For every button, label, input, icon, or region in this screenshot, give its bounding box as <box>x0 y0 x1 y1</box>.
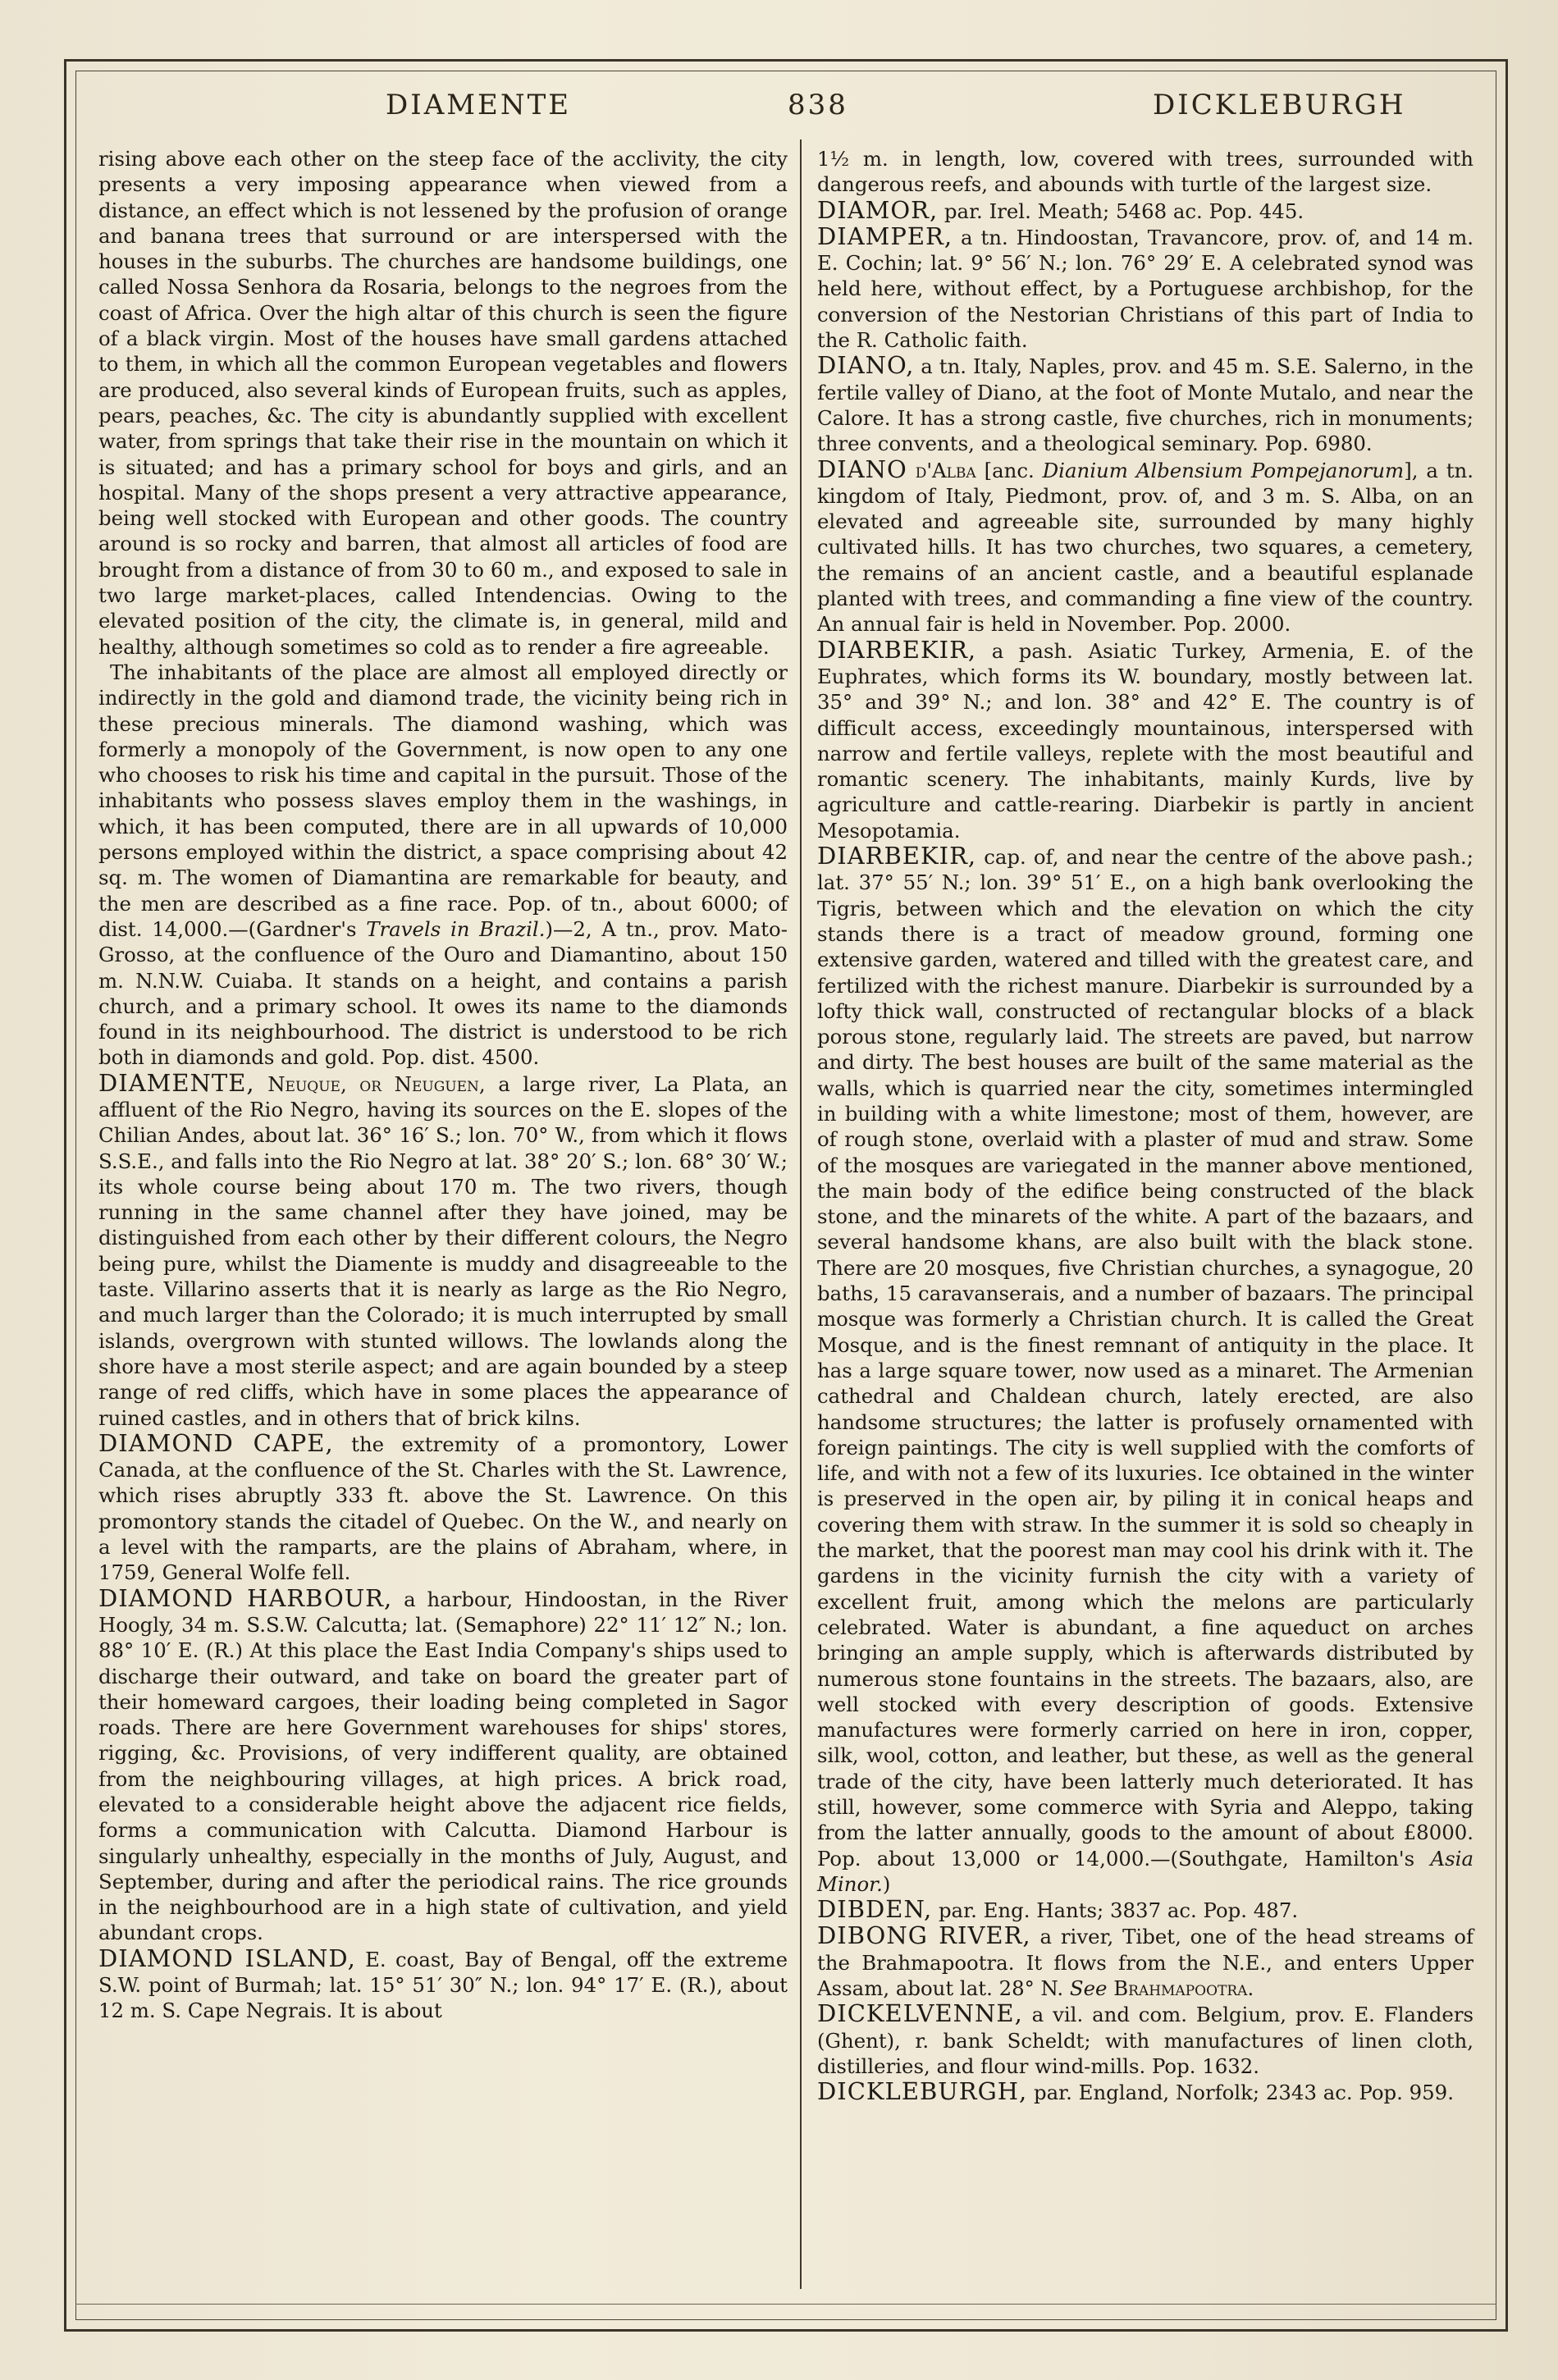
headword: DICKELVENNE, <box>817 1999 1023 2028</box>
ancient-name-close: ], <box>1404 458 1419 482</box>
entry-diamper <box>817 224 1473 353</box>
headword: DIAMOR, <box>817 195 939 224</box>
headword: DIAMOND CAPE, <box>98 1428 334 1457</box>
text-segment: The inhabitants of the place are almost all employed directly or indirectly in the gold and diamond trade, the vicinity being rich in these precious minerals. The diamond washing, which was formerly a monopoly of the Government, is now open to any one who chooses to risk his time and capital in the pursuit. Those of the inhabitants who possess slaves employ them in the washings, in which, it has been computed, there are in all upwards of 10,000 persons employed within the district, a space comprising about 42 sq. m. The women of Diamantina are remarkable for beauty, and the men are described as a fine race. Pop. of tn., about 6000; of dist. 14,000.—(Gardner's <box>98 660 788 941</box>
entry-text: a vil. and com. Belgium, prov. E. Flanders (Ghent), r. bank Scheldt; with manufactures of linen cloth, distilleries, and flour wind-mills. Pop. 1632. <box>817 2003 1473 2078</box>
book-title: Travels in Brazil. <box>366 916 546 941</box>
entry-diamor <box>817 195 1473 224</box>
paragraph-diamantina-city: rising above each other on the steep face of the acclivity, the city presents a very imposing appearance when viewed from a distance, an effect which is not lessened by the profusion of orange and banana trees that surround or are interspersed with the houses in the suburbs. The churches are handsome buildings, one called Nossa Senhora da Rosaria, belongs to the negroes from the coast of Africa. Over the high altar of this church is seen the figure of a black virgin. Most of the houses have small gardens attached to them, in which all the common European vegetables and flowers are produced, also several kinds of European fruits, such as apples, pears, peaches, &c. The city is abundantly supplied with excellent water, from springs that take their rise in the mountain on which it is situated; and has a primary school for boys and girls, and an hospital. Many of the shops present a very attractive appearance, being well stocked with European and other goods. The country around is so rocky and barren, that almost all articles of food are brought from a distance of from 30 to 60 m., and exposed to sale in two large market-places, called Intendencias. Owing to the elevated position of the city, the climate is, in general, mild and healthy, although sometimes so cold as to render a fire agreeable. <box>98 147 788 659</box>
headword: DICKLEBURGH, <box>817 2077 1028 2106</box>
headword: DIANO <box>817 455 907 483</box>
entry-text: a river, Tibet, one of the head streams of the Brahmapootra. It flows from the N.E., and enters Upper Assam, about lat. 28° N. <box>817 1925 1474 2001</box>
entry-text: a tn. Hindoostan, Travancore, prov. of, and 14 m. E. Cochin; lat. 9° 56′ N.; lon. 76° 29′ E. A celebrated synod was held here, without effect, by a Portuguese archbishop, for the conversion of the Nestorian Christians of this part of India to the R. Catholic faith. <box>817 225 1473 353</box>
entry-text: par. Irel. Meath; 5468 ac. Pop. 445. <box>938 199 1304 223</box>
paragraph-diamond-island-cont: 1½ m. in length, low, covered with trees, surrounded with dangerous reefs, and abounds with turtle of the largest size. <box>817 147 1473 197</box>
cross-reference: Brahmapootra. <box>1113 1976 1254 2001</box>
entry-diano-d-alba <box>817 457 1473 637</box>
text-segment: )—2, A tn., prov. Mato-Grosso, at the confluence of the Ouro and Diamantino, about 150 m. N.N.W. Cuiaba. It stands on a height, and contains a parish church, and a primary school. It owes its name to the diamonds found in its neighbourhood. The district is understood to be rich both in diamonds and gold. Pop. dist. 4500. <box>98 916 788 1070</box>
paragraph-diamantina-inhabitants <box>98 660 788 1071</box>
see-label: See <box>1069 1976 1108 2001</box>
entry-text-end: ) <box>882 1871 891 1896</box>
entry-diamente <box>98 1068 788 1431</box>
headword: DIBONG RIVER, <box>817 1921 1031 1950</box>
header-right-word: DICKLEBURGH <box>1153 89 1406 121</box>
entry-text: a tn. kingdom of Italy, Piedmont, prov. of, and 3 m. S. Alba, on an elevated and agreeable site, surrounded by many highly cultivated hills. It has two churches, two squares, a cemetery, the remains of an ancient castle, and a beautiful esplanade planted with trees, and commanding a fine view of the country. An annual fair is held in November. Pop. 2000. <box>817 458 1473 637</box>
headword: DIANO, <box>817 351 915 380</box>
headword: DIARBEKIR, <box>817 842 977 870</box>
entry-text: a pash. Asiatic Turkey, Armenia, E. of the Euphrates, which forms its W. boundary, mostly between lat. 35° and 39° N.; and lon. 38° and 42° E. The country is of difficult access, exceedingly mountainous, interspersed with narrow and fertile valleys, replete with the most beautiful and romantic scenery. The inhabitants, mainly Kurds, live by agriculture and cattle-rearing. Diarbekir is partly in ancient Mesopotamia. <box>817 638 1473 843</box>
entry-text: cap. of, and near the centre of the above pash.; lat. 37° 55′ N.; lon. 39° 51′ E., on a high bank overlooking the Tigris, between which and the elevation on which the city stands there is a tract of meadow ground, forming one extensive garden, watered and tilled with the greatest care, and fertilized with the richest manure. Diarbekir is surrounded by a lofty thick wall, constructed of rectangular blocks of a black porous stone, regularly laid. The streets are paved, but narrow and dirty. The best houses are built of the same material as the walls, which is quarried near the city, sometimes intermingled in building with a white limestone; most of them, however, are of rough stone, overlaid with a plaster of mud and straw. Some of the mosques are variegated in the manner above mentioned, the main body of the edifice being constructed of the black stone, and the minarets of the white. A part of the bazaars, and several handsome khans, are also built with the black stone. There are 20 mosques, five Christian churches, a synagogue, 20 baths, 15 caravanserais, and a number of bazaars. The principal mosque was formerly a Christian church. It is called the Great Mosque, and is the finest remnant of antiquity in the place. It has a large square tower, now used as a minaret. The Armenian cathedral and Chaldean church, lately erected, are also handsome structures; the latter is profusely ornamented with foreign paintings. The city is well supplied with the comforts of life, and with not a few of its luxuries. Ice obtained in the winter is preserved in the open air, by piling it in conical heaps and covering them with straw. In the summer it is sold so cheaply in the market, that the poorest man may cool his drink with it. The gardens in the vicinity furnish the city with a variety of excellent fruit, among which the melons are particularly celebrated. Water is abundant, a fine aqueduct on arches bringing an ample supply, which is afterwards distributed by numerous stone fountains in the streets. The bazaars, also, are well stocked with every description of goods. Extensive manufactures were formerly carried on here in iron, copper, silk, wool, cotton, and leather, but these, as well as the general trade of the city, have been latterly much deteriorated. It has still, however, some commerce with Syria and Aleppo, taking from the latter annually, goods to the amount of about £8000. Pop. about 13,000 or 14,000.—(Southgate, Hamilton's <box>817 845 1473 1871</box>
entry-text: par. Eng. Hants; 3837 ac. Pop. 487. <box>932 1898 1299 1923</box>
running-header <box>98 80 1485 138</box>
headword: DIARBEKIR, <box>817 635 977 664</box>
ancient-name-open: [anc. <box>975 458 1043 482</box>
page-number: 838 <box>788 89 848 121</box>
entry-diarbekir-city <box>817 843 1473 1897</box>
book-title: Asia Minor. <box>817 1846 1473 1896</box>
ancient-name: Dianium Albensium Pompejanorum <box>1042 458 1405 482</box>
entry-text: E. coast, Bay of Bengal, off the extreme S.W. point of Burmah; lat. 15° 51′ 30″ N.; lon. 94° 17′ E. (R.), about 12 m. S. Cape Negrais. It is about <box>98 1947 788 2023</box>
entry-diano <box>817 353 1473 456</box>
entry-text: a harbour, Hindoostan, in the River Hoogly, 34 m. S.S.W. Calcutta; lat. (Semaphore) 22° 11′ 12″ N.; lon. 88° 10′ E. (R.) At this place the East India Company's ships used to discharge their outward, and take on board the greater part of their homeward cargoes, their loading being completed in Sagor roads. There are here Government warehouses for ships' stores, rigging, &c. Provisions, of very indifferent quality, are obtained from the neighbouring villages, at high prices. A brick road, elevated to a considerable height above the adjacent rice fields, forms a communication with Calcutta. Diamond Harbour is singularly unhealthy, especially in the months of July, August, and September, during and after the periodical rains. The rice grounds in the neighbourhood are in a high state of cultivation, and yield abundant crops. <box>98 1587 788 1945</box>
entry-dibden <box>817 1897 1473 1923</box>
entry-diamond-island <box>98 1946 788 2024</box>
entry-dickelvenne <box>817 2001 1473 2079</box>
entry-text: a large river, La Plata, an affluent of the Rio Negro, having its sources on the E. slopes of the Chilian Andes, about lat. 36° 16′ S.; lon. 70° W., from which it flows S.S.E., and falls into the Rio Negro at lat. 38° 20′ S.; lon. 68° 30′ W.; its whole course being about 170 m. The two rivers, though running in the same channel after they have joined, may be distinguished from each other by their different colours, the Negro being pure, whilst the Diamente is muddy and disagreeable to the taste. Villarino asserts that it is nearly as large as the Rio Negro, and much larger than the Colorado; it is much interrupted by small islands, overgrown with stunted willows. The lowlands along the shore have a most sterile aspect; and are again bounded by a steep range of red cliffs, which have in some places the appearance of ruined castles, and in others that of brick kilns. <box>98 1071 788 1430</box>
alt-name: Neuque, or Neuguen, <box>267 1071 486 1096</box>
entry-diamond-harbour <box>98 1583 788 1946</box>
headword-suffix: d'Alba <box>915 458 976 482</box>
right-column <box>817 146 1473 2106</box>
headword: DIAMPER, <box>817 222 953 250</box>
column-divider <box>800 139 802 2289</box>
entry-dibong-river <box>817 1923 1473 2001</box>
entry-dickleburgh <box>817 2079 1473 2105</box>
entry-text: a tn. Italy, Naples, prov. and 45 m. S.E. Salerno, in the fertile valley of Diano, at the foot of Monte Mutalo, and near the Calore. It has a strong castle, five churches, rich in monuments; three convents, and a theological seminary. Pop. 6980. <box>817 354 1473 456</box>
bottom-rule <box>75 2304 1496 2305</box>
entry-text: the extremity of a promontory, Lower Canada, at the confluence of the St. Charles with the St. Lawrence, which rises abruptly 333 ft. above the St. Lawrence. On this promontory stands the citadel of Quebec. On the W., and nearly on a level with the ramparts, are the plains of Abraham, where, in 1759, General Wolfe fell. <box>98 1432 788 1585</box>
entry-diamond-cape <box>98 1428 788 1586</box>
header-left-word: DIAMENTE <box>386 89 572 121</box>
left-column <box>98 146 788 2024</box>
headword: DIBDEN, <box>817 1895 933 1924</box>
headword: DIAMOND ISLAND, <box>98 1944 356 1972</box>
headword: DIAMENTE, <box>98 1068 255 1097</box>
entry-diarbekir-pashalic <box>817 637 1473 843</box>
headword: DIAMOND HARBOUR, <box>98 1583 393 1612</box>
entry-text: par. England, Norfolk; 2343 ac. Pop. 959. <box>1027 2081 1454 2105</box>
